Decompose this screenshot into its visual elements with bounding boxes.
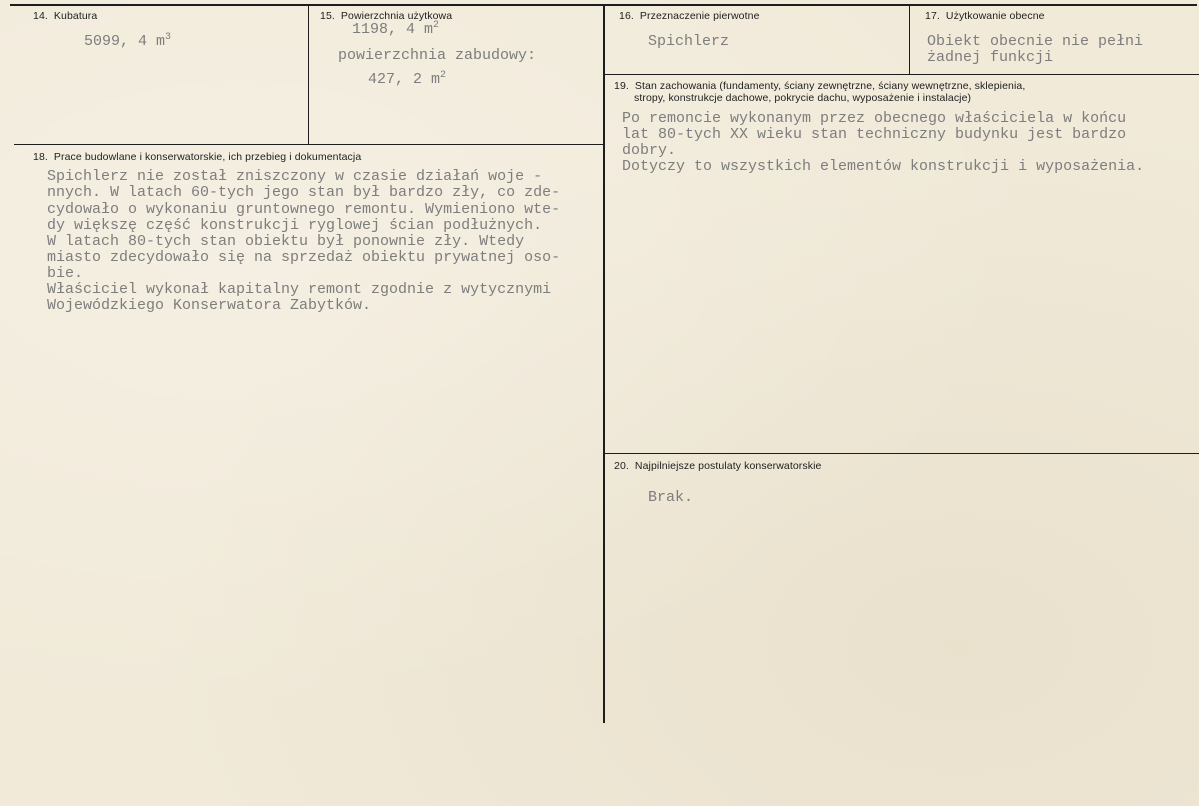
field-17-line-1: Obiekt obecnie nie pełni [927,33,1144,50]
field-17-label [925,10,1045,22]
field-15-usable-area: 1198, 4 $m^2$ [352,20,440,38]
field-18-line-7: bie. [47,265,84,282]
field-19-label-line-2: stropy, konstrukcje dachowe, pokrycie dachu, wyposażenie i instalacje) [634,92,972,104]
field-19-line-1: Po remoncie wykonanym przez obecnego właściciela w końcu [622,110,1127,127]
field-18-line-4: dy większę część konstrukcji ryglowej ścian podłużnych. [47,217,543,234]
field-18-label [33,151,361,163]
field-17-line-2: żadnej funkcji [927,49,1054,66]
field-14-value: 5099, 4 $m^3$ [84,32,172,50]
field-18-line-1: Spichlerz nie został zniszczony w czasie działań woje - [47,168,543,185]
field-16-title: Przeznaczenie pierwotne [639,10,760,22]
field-20-value: Brak. [648,489,694,506]
field-15-number: 15. [320,10,335,22]
field-18-line-9: Wojewódzkiego Konserwatora Zabytków. [47,297,372,314]
field-14-label [33,10,97,22]
field-20-title: Najpilniejsze postulaty konserwatorskie [634,460,822,472]
rule-above-20 [605,453,1199,454]
field-18-title: Prace budowlane i konserwatorskie, ich przebieg i dokumentacja [53,151,362,163]
field-18-line-5: W latach 80-tych stan obiektu był ponownie zły. Wtedy [47,233,525,250]
field-18-line-6: miasto zdecydowało się na sprzedaż obiektu prywatnej oso- [47,249,561,266]
field-17-title: Użytkowanie obecne [945,10,1045,22]
field-17-number: 17. [925,10,940,22]
divider-16-17 [909,5,910,74]
center-divider [603,5,605,723]
field-18-line-8: Właściciel wykonał kapitalny remont zgodnie z wytycznymi [47,281,552,298]
rule-above-18 [14,144,604,145]
field-19-line-2: lat 80-tych XX wieku stan techniczny budynku jest bardzo [622,126,1127,143]
field-16-value: Spichlerz [648,33,730,50]
field-16-number: 16. [619,10,634,22]
field-18-line-2: nnych. W latach 60-tych jego stan był bardzo zły, co zde- [47,184,561,201]
field-19-number: 19. [614,80,629,92]
field-18-line-3: cydowało o wykonaniu gruntownego remontu. Wymieniono wte- [47,201,561,218]
field-19-line-4: Dotyczy to wszystkich elementów konstrukcji i wyposażenia. [622,158,1145,175]
field-20-number: 20. [614,460,629,472]
divider-14-15 [308,5,309,145]
field-19-label [614,80,1025,92]
field-15-built-area: 427, 2 $m^2$ [368,70,447,88]
field-14-title: Kubatura [53,10,98,22]
field-20-label [614,460,821,472]
field-19-line-3: dobry. [622,142,677,159]
field-14-number: 14. [33,10,48,22]
field-15-built-area-label: powierzchnia zabudowy: [338,47,537,64]
field-18-number: 18. [33,151,48,163]
field-16-label [619,10,760,22]
field-19-title-line-1: Stan zachowania (fundamenty, ściany zewnętrzne, ściany wewnętrzne, sklepienia, [634,80,1026,92]
field-15-title: Powierzchnia użytkowa [340,10,453,22]
rule-above-19 [605,74,1199,75]
